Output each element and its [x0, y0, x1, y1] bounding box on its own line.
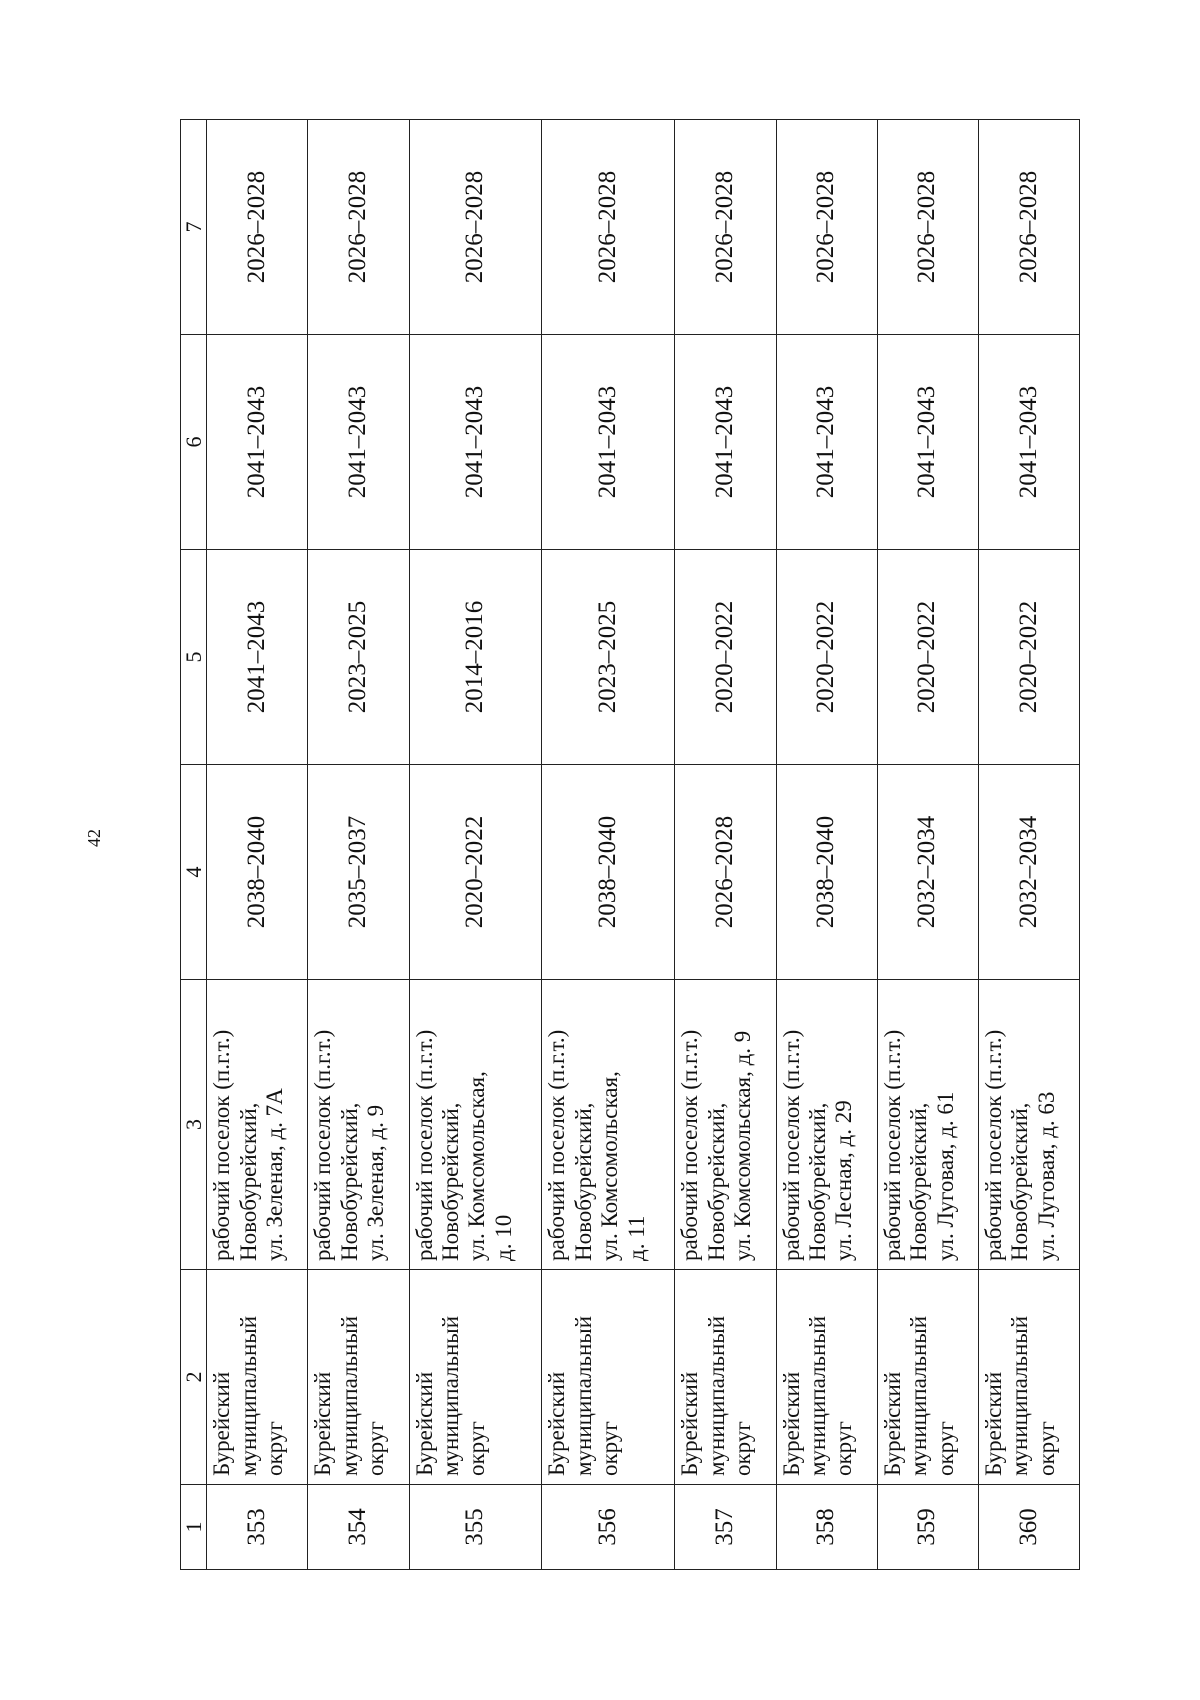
table-row: [308, 120, 409, 1570]
period-cell-4: 2026–2028: [675, 765, 776, 980]
housing-schedule-table: [180, 119, 1080, 1570]
row-number-cell: 357: [675, 1485, 776, 1570]
address-line: ул. Лесная, д. 29: [831, 1100, 857, 1261]
address-cell: [409, 980, 542, 1270]
period-cell-7: 2026–2028: [978, 120, 1079, 335]
period-cell-7: 2026–2028: [542, 120, 675, 335]
table-body: [207, 120, 1080, 1570]
period-cell-6: 2041–2043: [776, 335, 877, 550]
period-cell-4: 2032–2034: [877, 765, 978, 980]
row-number-cell: 360: [978, 1485, 1079, 1570]
period-cell-4: 2038–2040: [207, 765, 308, 980]
column-header-1: 1: [181, 1485, 207, 1570]
period-cell-5: 2041–2043: [207, 550, 308, 765]
period-cell-4: 2038–2040: [776, 765, 877, 980]
period-cell-6: 2041–2043: [207, 335, 308, 550]
address-line: ул. Комсомольская,: [597, 1071, 623, 1261]
address-line: рабочий поселок (п.г.т.): [879, 1029, 905, 1261]
column-header-2: 2: [181, 1270, 207, 1485]
header-row: [181, 120, 207, 1570]
address-line: рабочий поселок (п.г.т.): [310, 1029, 336, 1261]
period-cell-5: 2020–2022: [978, 550, 1079, 765]
table-row: [675, 120, 776, 1570]
period-cell-5: 2020–2022: [776, 550, 877, 765]
period-cell-6: 2041–2043: [542, 335, 675, 550]
period-cell-7: 2026–2028: [675, 120, 776, 335]
column-header-3: 3: [181, 980, 207, 1270]
period-cell-5: 2023–2025: [542, 550, 675, 765]
address-cell: [207, 980, 308, 1270]
period-cell-4: 2032–2034: [978, 765, 1079, 980]
address-line: рабочий поселок (п.г.т.): [778, 1029, 804, 1261]
table-row: [542, 120, 675, 1570]
address-cell: [776, 980, 877, 1270]
table-row: [978, 120, 1079, 1570]
period-cell-6: 2041–2043: [978, 335, 1079, 550]
row-number-cell: 353: [207, 1485, 308, 1570]
period-cell-5: 2023–2025: [308, 550, 409, 765]
address-line: Новобурейский,: [1007, 1102, 1033, 1261]
period-cell-7: 2026–2028: [776, 120, 877, 335]
address-line: рабочий поселок (п.г.т.): [677, 1029, 703, 1261]
table-sheet: [180, 120, 1080, 1570]
rotated-table-area: [180, 120, 1080, 1570]
address-line: Новобурейский,: [438, 1102, 464, 1261]
address-cell: [542, 980, 675, 1270]
period-cell-4: 2020–2022: [409, 765, 542, 980]
table-row: [409, 120, 542, 1570]
column-header-4: 4: [181, 765, 207, 980]
period-cell-7: 2026–2028: [877, 120, 978, 335]
table-row: [207, 120, 308, 1570]
district-cell: Бурейский муниципальный округ: [776, 1270, 877, 1485]
address-cell: [978, 980, 1079, 1270]
row-number-cell: 359: [877, 1485, 978, 1570]
period-cell-7: 2026–2028: [308, 120, 409, 335]
address-line: ул. Луговая, д. 61: [932, 1091, 958, 1261]
row-number-cell: 354: [308, 1485, 409, 1570]
address-line: Новобурейский,: [804, 1102, 830, 1261]
period-cell-6: 2041–2043: [409, 335, 542, 550]
table-row: [877, 120, 978, 1570]
period-cell-6: 2041–2043: [675, 335, 776, 550]
period-cell-7: 2026–2028: [207, 120, 308, 335]
district-cell: Бурейский муниципальный округ: [542, 1270, 675, 1485]
address-line: ул. Комсомольская, д. 9: [730, 1030, 756, 1261]
address-line: д. 11: [623, 1215, 649, 1261]
district-cell: Бурейский муниципальный округ: [877, 1270, 978, 1485]
district-cell: Бурейский муниципальный округ: [675, 1270, 776, 1485]
period-cell-6: 2041–2043: [308, 335, 409, 550]
period-cell-4: 2038–2040: [542, 765, 675, 980]
period-cell-5: 2014–2016: [409, 550, 542, 765]
period-cell-4: 2035–2037: [308, 765, 409, 980]
row-number-cell: 358: [776, 1485, 877, 1570]
address-line: Новобурейский,: [703, 1102, 729, 1261]
district-cell: Бурейский муниципальный округ: [207, 1270, 308, 1485]
table-row: [776, 120, 877, 1570]
row-number-cell: 355: [409, 1485, 542, 1570]
period-cell-5: 2020–2022: [675, 550, 776, 765]
period-cell-6: 2041–2043: [877, 335, 978, 550]
district-cell: Бурейский муниципальный округ: [409, 1270, 542, 1485]
page-number: 42: [84, 829, 104, 847]
address-line: д. 10: [490, 1214, 516, 1261]
address-line: ул. Зеленая, д. 9: [363, 1104, 389, 1261]
district-cell: Бурейский муниципальный округ: [978, 1270, 1079, 1485]
period-cell-5: 2020–2022: [877, 550, 978, 765]
address-line: рабочий поселок (п.г.т.): [209, 1029, 235, 1261]
address-line: ул. Комсомольская,: [464, 1071, 490, 1261]
address-line: Новобурейский,: [235, 1102, 261, 1261]
address-line: рабочий поселок (п.г.т.): [544, 1029, 570, 1261]
address-line: Новобурейский,: [570, 1102, 596, 1261]
row-number-cell: 356: [542, 1485, 675, 1570]
district-cell: Бурейский муниципальный округ: [308, 1270, 409, 1485]
address-cell: [675, 980, 776, 1270]
period-cell-7: 2026–2028: [409, 120, 542, 335]
address-line: ул. Луговая, д. 63: [1033, 1091, 1059, 1261]
column-header-6: 6: [181, 335, 207, 550]
address-cell: [308, 980, 409, 1270]
column-header-5: 5: [181, 550, 207, 765]
address-line: Новобурейский,: [906, 1102, 932, 1261]
address-line: рабочий поселок (п.г.т.): [980, 1029, 1006, 1261]
address-line: ул. Зеленая, д. 7А: [262, 1088, 288, 1261]
address-line: рабочий поселок (п.г.т.): [411, 1029, 437, 1261]
address-line: Новобурейский,: [336, 1102, 362, 1261]
address-cell: [877, 980, 978, 1270]
column-header-7: 7: [181, 120, 207, 335]
